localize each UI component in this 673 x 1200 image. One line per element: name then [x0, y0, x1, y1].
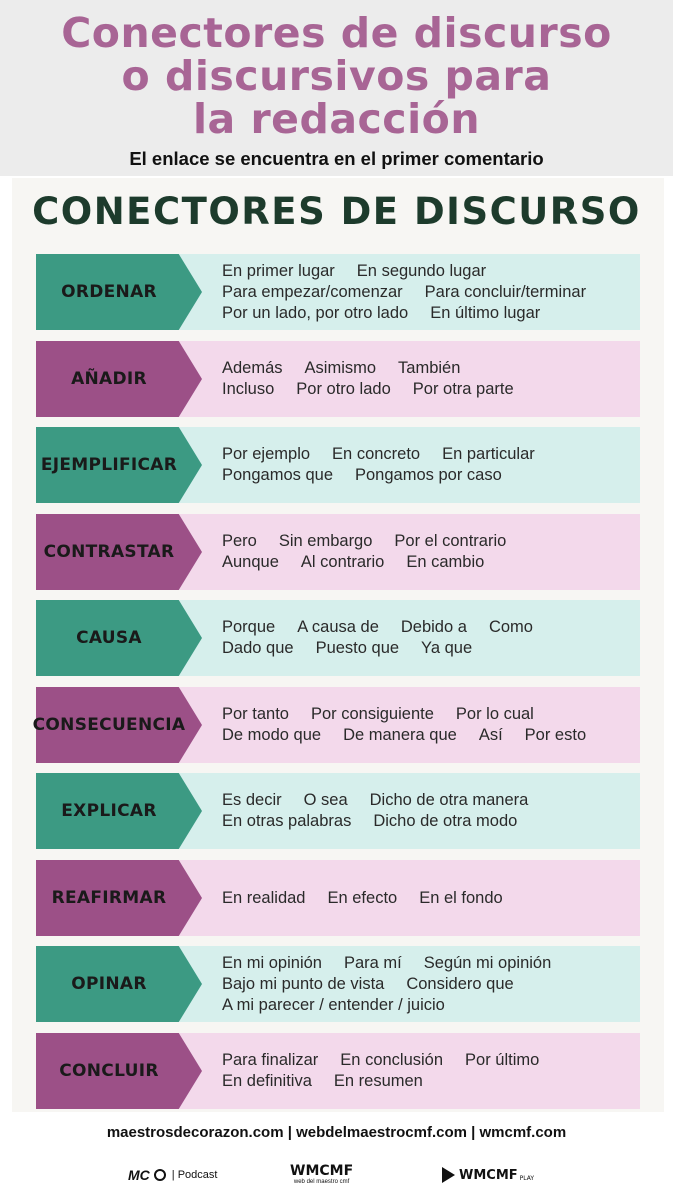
- row-connectors: [222, 514, 636, 590]
- connector-item: Incluso: [222, 380, 275, 398]
- connector-item: Por último: [465, 1051, 540, 1069]
- row-connectors: [222, 687, 636, 763]
- connector-item: Según mi opinión: [423, 953, 552, 972]
- row-label: CONSECUENCIA: [32, 715, 186, 735]
- web-logo[interactable]: [290, 1160, 353, 1190]
- connector-item: Para empezar/comenzar: [222, 282, 403, 301]
- connector-item: En el fondo: [419, 888, 503, 907]
- connector-line: [222, 953, 636, 974]
- connector-item: En segundo lugar: [356, 261, 487, 280]
- connector-line: [222, 811, 636, 832]
- footer-logos: [0, 1160, 673, 1190]
- connector-item: Por ejemplo: [222, 445, 311, 463]
- connector-item: Por tanto: [222, 705, 289, 723]
- connector-line: [222, 1071, 636, 1092]
- row-label: AÑADIR: [71, 369, 147, 389]
- row-connectors: [222, 860, 636, 936]
- play-logo-mark: WMCMF: [459, 1167, 518, 1183]
- connector-item: Para finalizar: [222, 1051, 319, 1069]
- play-logo-text: PLAY: [519, 1175, 535, 1182]
- connector-item: En concreto: [332, 445, 421, 463]
- connector-line: [222, 303, 636, 324]
- connector-item: Por consiguiente: [310, 705, 434, 723]
- row-connectors: [222, 254, 636, 330]
- connector-item: Es decir: [222, 791, 282, 809]
- connector-line: [222, 974, 636, 995]
- connector-item: En resumen: [333, 1072, 423, 1090]
- row-label: ORDENAR: [61, 282, 157, 302]
- row-connectors: [222, 946, 636, 1022]
- row-label: EJEMPLIFICAR: [40, 455, 178, 475]
- connector-item: En conclusión: [340, 1051, 444, 1069]
- connector-item: En efecto: [327, 888, 398, 907]
- connector-item: Para concluir/terminar: [424, 282, 587, 301]
- play-logo[interactable]: [442, 1160, 534, 1190]
- connector-item: En cambio: [406, 553, 485, 571]
- podcast-logo-mark: MC: [128, 1167, 150, 1183]
- connector-item: Como: [488, 618, 533, 636]
- footer-links[interactable]: maestrosdecorazon.com | webdelmaestrocmf.com | wmcmf.com: [106, 1124, 567, 1141]
- connector-item: Aunque: [222, 553, 279, 571]
- connector-item: Pero: [222, 532, 257, 550]
- connector-row: [36, 427, 640, 503]
- connector-line: [222, 358, 636, 379]
- connector-item: Por el contrario: [394, 532, 507, 550]
- connector-line: [222, 282, 636, 303]
- connector-row: [32, 687, 640, 763]
- row-label: CAUSA: [76, 628, 142, 648]
- row-connectors: [222, 773, 636, 849]
- connector-item: Dicho de otra modo: [373, 812, 518, 830]
- row-connectors: [222, 1033, 636, 1109]
- connector-line: [222, 261, 636, 282]
- connector-item: O sea: [303, 791, 348, 809]
- connector-line: [222, 790, 636, 811]
- connector-item: Al contrario: [300, 553, 385, 571]
- podcast-circle-icon: [154, 1169, 166, 1181]
- connector-row: [36, 341, 640, 417]
- connector-row: [36, 860, 640, 936]
- connector-item: Sin embargo: [278, 532, 373, 550]
- connector-item: Debido a: [400, 618, 467, 636]
- connector-item: Pongamos por caso: [355, 466, 502, 484]
- connector-item: Para mí: [343, 953, 402, 972]
- connector-item: Además: [222, 359, 283, 377]
- connector-item: De manera que: [343, 726, 457, 744]
- row-label: OPINAR: [71, 974, 147, 994]
- infographic-heading: CONECTORES DE DISCURSO: [32, 190, 641, 233]
- connector-item: Por un lado, por otro lado: [222, 303, 409, 322]
- connector-item: Por otro lado: [296, 380, 391, 398]
- connector-item: Dado que: [222, 639, 294, 657]
- connector-item: Bajo mi punto de vista: [222, 974, 385, 993]
- web-logo-mark: WMCMF: [290, 1163, 354, 1179]
- connector-item: A causa de: [297, 618, 379, 636]
- connector-line: [222, 725, 636, 746]
- podcast-logo[interactable]: [128, 1160, 217, 1190]
- connector-item: Dicho de otra manera: [369, 791, 529, 809]
- connector-item: En primer lugar: [222, 261, 335, 280]
- connector-item: En otras palabras: [222, 812, 352, 830]
- connector-item: También: [398, 359, 461, 377]
- connector-item: Puesto que: [315, 639, 400, 657]
- connector-row: [36, 254, 640, 330]
- connector-line: [222, 617, 636, 638]
- play-icon: [442, 1167, 455, 1183]
- connector-item: Así: [478, 726, 503, 744]
- connector-item: En particular: [442, 445, 535, 463]
- header-banner: [0, 0, 673, 176]
- connector-row: [36, 1033, 640, 1109]
- row-label: CONTRASTAR: [43, 542, 175, 562]
- connector-item: En último lugar: [430, 303, 541, 322]
- connector-line: [222, 444, 636, 465]
- connector-item: En definitiva: [222, 1072, 312, 1090]
- podcast-logo-text: | Podcast: [171, 1169, 218, 1181]
- connector-row: [36, 600, 640, 676]
- page-subtitle: El enlace se encuentra en el primer comentario: [129, 148, 544, 169]
- connector-row: [36, 946, 640, 1022]
- page-title: [0, 9, 673, 143]
- connector-item: Ya que: [421, 639, 473, 657]
- connector-line: [222, 531, 636, 552]
- connector-item: Por lo cual: [455, 705, 534, 723]
- row-connectors: [222, 600, 636, 676]
- connector-line: [222, 379, 636, 400]
- row-label: EXPLICAR: [61, 801, 157, 821]
- row-label: CONCLUIR: [59, 1061, 159, 1081]
- connector-item: Asimismo: [304, 359, 377, 377]
- connector-line: [222, 1050, 636, 1071]
- connector-item: Por otra parte: [412, 380, 514, 398]
- connector-item: Por esto: [524, 726, 587, 744]
- connector-item: Considero que: [406, 974, 514, 993]
- title-line-3: la redacción: [192, 95, 481, 143]
- connector-line: [222, 638, 636, 659]
- connector-line: [222, 995, 636, 1016]
- connector-row: [36, 773, 640, 849]
- connector-row: [36, 514, 640, 590]
- row-connectors: [222, 427, 636, 503]
- connector-item: Pongamos que: [222, 466, 333, 484]
- connector-item: A mi parecer / entender / juicio: [222, 995, 445, 1014]
- connector-item: Porque: [222, 618, 276, 636]
- connector-item: De modo que: [222, 726, 322, 744]
- row-connectors: [222, 341, 636, 417]
- web-logo-text: web del maestro cmf: [293, 1179, 350, 1185]
- connector-line: [222, 465, 636, 486]
- connector-line: [222, 704, 636, 725]
- connector-line: [222, 888, 636, 909]
- connector-item: En mi opinión: [222, 953, 322, 972]
- row-label: REAFIRMAR: [51, 888, 167, 908]
- connector-line: [222, 552, 636, 573]
- title-line-2: o discursivos para: [121, 52, 552, 100]
- title-line-1: Conectores de discurso: [61, 9, 612, 57]
- connector-item: En realidad: [222, 888, 306, 907]
